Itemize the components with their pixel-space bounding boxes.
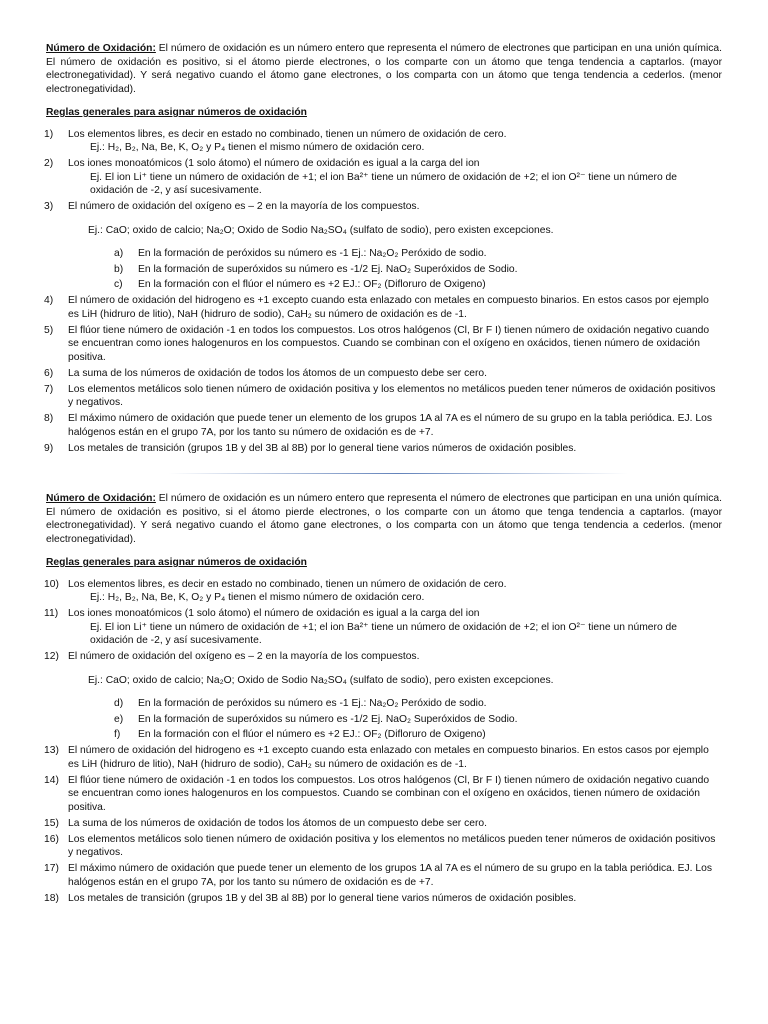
- rules-list: [46, 578, 722, 906]
- rule-number: 7): [44, 383, 54, 395]
- rule-item: [44, 744, 722, 771]
- rule-number: 15): [44, 817, 59, 829]
- exception-text: En la formación de peróxidos su número es -1 Ej.: Na₂O₂ Peróxido de sodio.: [138, 248, 487, 259]
- exception-text: En la formación de superóxidos su número es -1/2 Ej. NaO₂ Superóxidos de Sodio.: [138, 713, 518, 725]
- exception-text: En la formación de superóxidos su número es -1/2 Ej. NaO₂ Superóxidos de Sodio.: [138, 263, 518, 275]
- exception-text: En la formación con el flúor el número es +2 EJ.: OF₂ (Difloruro de Oxigeno): [138, 279, 486, 290]
- rule-item: [44, 774, 722, 815]
- rule-text: La suma de los números de oxidación de todos los átomos de un compuesto debe ser cero.: [68, 817, 487, 829]
- rule-text: Los metales de transición (grupos 1B y del 3B al 8B) por lo general tiene varios números de oxidación posibles.: [68, 892, 577, 904]
- rule-number: 6): [44, 367, 54, 379]
- rule-item: [44, 200, 722, 292]
- rule-item: [44, 892, 722, 906]
- rule-item: [44, 578, 722, 605]
- rule-item: [44, 412, 722, 439]
- rule-text: El número de oxidación del oxígeno es – 2 en la mayoría de los compuestos.: [68, 651, 420, 662]
- rule-item: [44, 157, 722, 198]
- intro-term: Número de Oxidación:: [46, 43, 156, 54]
- rule-text: Los iones monoatómicos (1 solo átomo) el número de oxidación es igual a la carga del ion: [68, 608, 480, 619]
- rule-text: El flúor tiene número de oxidación -1 en todos los compuestos. Los otros halógenos (Cl, Br F I) tienen número de oxidación negativo cuando se encuentran como iones halogenuros en los compuestos. Cuando se combinan con el oxígeno en oxácidos, tienen número de oxidación positiva.: [68, 774, 710, 813]
- exception-letter: c): [114, 279, 123, 290]
- exception-letter: f): [114, 729, 121, 740]
- rule-item: [44, 833, 722, 860]
- rule-number: 2): [44, 158, 54, 169]
- rule-text: El máximo número de oxidación que puede tener un elemento de los grupos 1A al 7A es el número de su grupo en la tabla periódica. EJ. Los halógenos están en el grupo 7A, por los tanto su número de oxidación es de +7.: [68, 413, 712, 438]
- rules-heading: Reglas generales para asignar números de oxidación: [46, 107, 307, 118]
- rule-number: 1): [44, 128, 54, 140]
- rule-number: 4): [44, 295, 54, 306]
- rule-text: La suma de los números de oxidación de todos los átomos de un compuesto debe ser cero.: [68, 367, 487, 379]
- rule-example: Ej. El ion Li⁺ tiene un número de oxidación de +1; el ion Ba²⁺ tiene un número de oxidación de +2; el ion O²⁻ tiene un número de oxidación de -2, y así sucesivamente.: [90, 621, 678, 646]
- rules-heading: Reglas generales para asignar números de oxidación: [46, 557, 307, 568]
- rule-text: Los iones monoatómicos (1 solo átomo) el número de oxidación es igual a la carga del ion: [68, 158, 480, 169]
- exceptions-list: [114, 697, 722, 742]
- rule-number: 11): [44, 608, 59, 619]
- rule-example: Ej.: H₂, B₂, Na, Be, K, O₂ y P₄ tienen el mismo número de oxidación cero.: [90, 142, 425, 153]
- rule-number: 12): [44, 651, 59, 662]
- exception-item: [114, 263, 722, 277]
- exception-letter: b): [114, 263, 124, 275]
- exception-letter: e): [114, 713, 124, 725]
- exception-item: [114, 728, 722, 742]
- rule-number: 8): [44, 413, 54, 424]
- rule-text: El flúor tiene número de oxidación -1 en todos los compuestos. Los otros halógenos (Cl, Br F I) tienen número de oxidación negativo cuando se encuentran como iones halogenuros en los compuestos. Cuando se combinan con el oxígeno en oxácidos, tienen número de oxidación positiva.: [68, 324, 710, 363]
- rule-number: 9): [44, 442, 54, 454]
- rule-number: 18): [44, 892, 59, 904]
- rule-text: Los metales de transición (grupos 1B y del 3B al 8B) por lo general tiene varios números de oxidación posibles.: [68, 442, 577, 454]
- rule-text: El número de oxidación del hidrogeno es +1 excepto cuando esta enlazado con metales en compuesto binarios. En estos casos por ejemplo es LiH (hidruro de litio), NaH (hidruro de sodio), CaH₂ su número de oxidación es de -1.: [68, 295, 709, 320]
- rule-text: Los elementos metálicos solo tienen número de oxidación positiva y los elementos no metálicos pueden tener números de oxidación positivos y negativos.: [68, 833, 716, 858]
- rule-item: [44, 324, 722, 365]
- rule-item: [44, 294, 722, 321]
- rule-text: Los elementos libres, es decir en estado no combinado, tienen un número de oxidación de cero.: [68, 128, 507, 140]
- exception-text: En la formación de peróxidos su número es -1 Ej.: Na₂O₂ Peróxido de sodio.: [138, 698, 487, 709]
- rule-text: El número de oxidación del hidrogeno es +1 excepto cuando esta enlazado con metales en compuesto binarios. En estos casos por ejemplo es LiH (hidruro de litio), NaH (hidruro de sodio), CaH₂ su número de oxidación es de -1.: [68, 745, 709, 770]
- rule-item: [44, 383, 722, 410]
- rule-example: Ej.: H₂, B₂, Na, Be, K, O₂ y P₄ tienen el mismo número de oxidación cero.: [90, 592, 425, 603]
- rule-item: [44, 128, 722, 155]
- exception-letter: a): [114, 248, 124, 259]
- rule-item: [44, 442, 722, 456]
- exception-text: En la formación con el flúor el número es +2 EJ.: OF₂ (Difloruro de Oxigeno): [138, 729, 486, 740]
- rule-number: 17): [44, 863, 59, 874]
- document-page: [46, 42, 722, 908]
- rule-text: Los elementos metálicos solo tienen número de oxidación positiva y los elementos no metálicos pueden tener números de oxidación positivos y negativos.: [68, 383, 716, 408]
- rule-text: El máximo número de oxidación que puede tener un elemento de los grupos 1A al 7A es el número de su grupo en la tabla periódica. EJ. Los halógenos están en el grupo 7A, por los tanto su número de oxidación es de +7.: [68, 863, 712, 888]
- exception-item: [114, 278, 722, 292]
- rule-number: 14): [44, 774, 59, 786]
- rule-number: 16): [44, 833, 59, 845]
- rule-item: [44, 817, 722, 831]
- rule-example: Ej.: CaO; oxido de calcio; Na₂O; Oxido de Sodio Na₂SO₄ (sulfato de sodio), pero existen excepciones.: [88, 224, 554, 236]
- section-2: [46, 492, 722, 905]
- rules-list: [46, 128, 722, 456]
- section-1: [46, 42, 722, 455]
- intro-term: Número de Oxidación:: [46, 493, 156, 504]
- intro-paragraph: [46, 42, 722, 96]
- intro-paragraph: [46, 492, 722, 546]
- rule-example: Ej. El ion Li⁺ tiene un número de oxidación de +1; el ion Ba²⁺ tiene un número de oxidación de +2; el ion O²⁻ tiene un número de oxidación de -2, y así sucesivamente.: [90, 171, 678, 196]
- exceptions-list: [114, 247, 722, 292]
- rule-item: [44, 367, 722, 381]
- rule-number: 13): [44, 745, 59, 756]
- rule-item: [44, 650, 722, 742]
- exception-item: [114, 247, 722, 261]
- rule-example: Ej.: CaO; oxido de calcio; Na₂O; Oxido de Sodio Na₂SO₄ (sulfato de sodio), pero existen excepciones.: [88, 674, 554, 686]
- rule-number: 10): [44, 578, 59, 590]
- rule-text: El número de oxidación del oxígeno es – 2 en la mayoría de los compuestos.: [68, 201, 420, 212]
- intro-text: El número de oxidación es un número entero que representa el número de electrones que participan en una unión química. El número de oxidación es positivo, si el átomo pierde electrones, o los comparte con un átomo que tenga tendencia a captarlos. (mayor electronegatividad). Y será negativo cuando el átomo gane electrones, o los comparta con un átomo que tenga tendencia a cederlos. (menor electronegatividad).: [46, 43, 722, 95]
- exception-item: [114, 697, 722, 711]
- rule-number: 3): [44, 201, 54, 212]
- rule-text: Los elementos libres, es decir en estado no combinado, tienen un número de oxidación de cero.: [68, 578, 507, 590]
- intro-text: El número de oxidación es un número entero que representa el número de electrones que participan en una unión química. El número de oxidación es positivo, si el átomo pierde electrones, o los comparte con un átomo que tenga tendencia a captarlos. (mayor electronegatividad). Y será negativo cuando el átomo gane electrones, o los comparta con un átomo que tenga tendencia a cederlos. (menor electronegatividad).: [46, 493, 722, 545]
- exception-letter: d): [114, 698, 124, 709]
- rule-item: [44, 862, 722, 889]
- rule-number: 5): [44, 324, 54, 336]
- rule-item: [44, 607, 722, 648]
- exception-item: [114, 713, 722, 727]
- section-divider: [168, 473, 628, 474]
